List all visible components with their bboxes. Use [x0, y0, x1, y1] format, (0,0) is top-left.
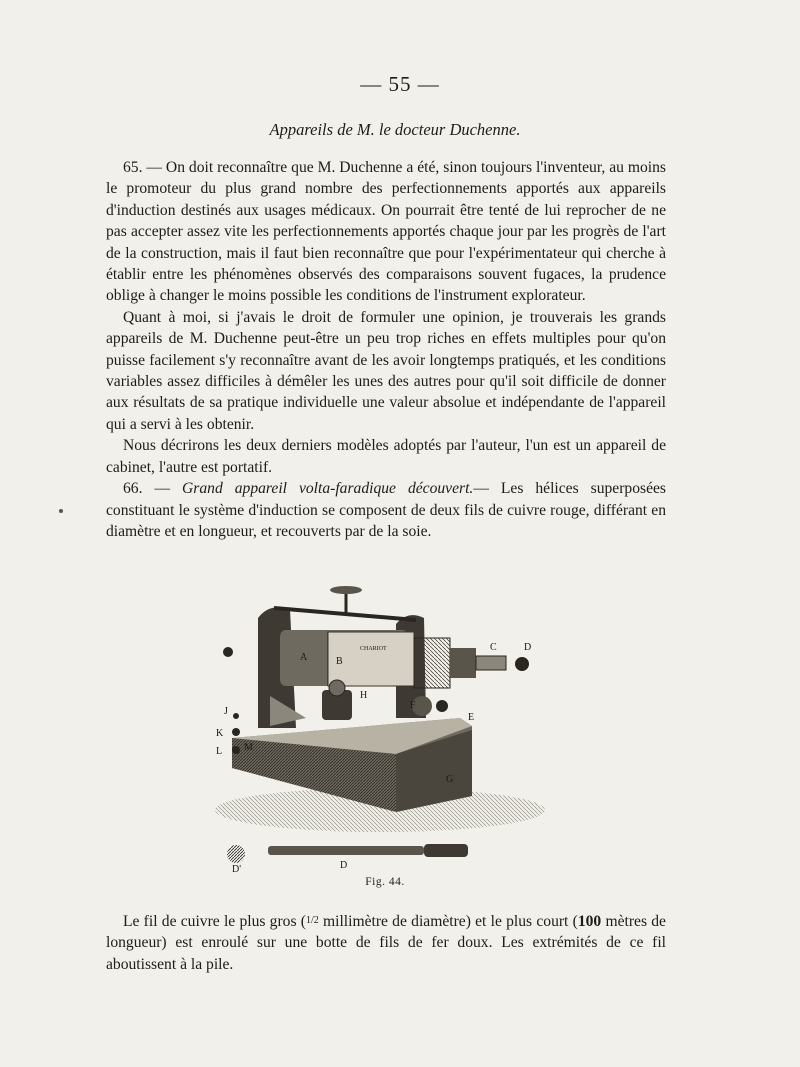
label-d: D	[524, 642, 532, 653]
paragraph-66-title: Grand appareil volta-faradique découvert.	[182, 480, 474, 498]
paragraph-bottom	[106, 910, 666, 975]
paragraph-quant: Quant à moi, si j'avais le droit de formuler une opinion, je trouverais les grands appareils de M. Duchenne peut-être un peu trop riches en effets multiples pour qu'on puisse facilement s'y reconnaître avant de les avoir longtemps pratiqués, et les conditions variables assez difficiles à démêler les unes des autres pour qu'il soit difficile de donner aux résultats de sa pratique individuelle une valeur absolue et indépendante de l'appareil qui a servi à les obtenir.	[106, 308, 666, 433]
label-g: G	[446, 774, 454, 785]
paragraph-66-number: 66. —	[123, 480, 183, 498]
label-f: F	[410, 700, 416, 711]
page-number: — 55 —	[360, 72, 440, 96]
label-m: M	[244, 742, 253, 753]
label-h: H	[360, 690, 368, 701]
paragraph-nous: Nous décrirons les deux derniers modèles adoptés par l'auteur, l'un est un appareil de cabinet, l'autre est portatif.	[106, 437, 666, 476]
paragraph-65: 65. — On doit reconnaître que M. Duchenne a été, sinon toujours l'inventeur, au moins le promoteur du plus grand nombre des perfectionnements apportés aux appareils d'induction destinés aux usages médicaux. On pourrait être tenté de lui reprocher de ne pas accepter assez vite les perfectionnements apportés chaque jour par les progrès de l'art de la construction, mais il faut bien reconnaître que pour l'expérimentateur qui cherche à établir entre les phénomènes observés des comparaisons souvent fugaces, la prudence oblige à changer le moins possible les conditions de l'instrument explorateur.	[106, 159, 666, 305]
label-e: E	[468, 712, 475, 723]
bottom-text-after: mètres de longueur) est enroulé sur une botte de fils de fer doux. Les extrémités de ce fil aboutissent à la pile.	[106, 913, 666, 973]
bottom-text	[106, 910, 666, 975]
paragraph-66	[106, 478, 666, 542]
label-l: L	[216, 746, 223, 757]
figure-44	[210, 578, 550, 878]
label-d-rod: D	[340, 860, 348, 871]
section-title: Appareils de M. le docteur Duchenne.	[269, 120, 521, 139]
figure-caption: Fig. 44.	[365, 876, 405, 888]
label-d-prime: D'	[232, 864, 242, 875]
label-chariot: CHARIOT	[360, 646, 387, 652]
induction-apparatus-illustration	[210, 578, 550, 878]
label-b: B	[336, 656, 343, 667]
fraction-half: 1/2	[305, 915, 319, 926]
label-a: A	[300, 652, 308, 663]
body-text	[106, 157, 666, 542]
paragraph-66-text: — Les hélices superposées constituant le système d'induction se composent de deux fils de cuivre rouge, différant en diamètre et en longueur, et recouverts par de la soie.	[106, 480, 666, 540]
bottom-text-mid: millimètre de diamètre) et le plus court (	[318, 913, 578, 930]
label-k: K	[216, 728, 224, 739]
bottom-text-before: Le fil de cuivre le plus gros (	[123, 913, 306, 930]
label-c: C	[490, 642, 497, 653]
margin-dot	[59, 509, 63, 513]
label-j: J	[224, 706, 228, 717]
bold-value-100: 100	[577, 913, 602, 930]
